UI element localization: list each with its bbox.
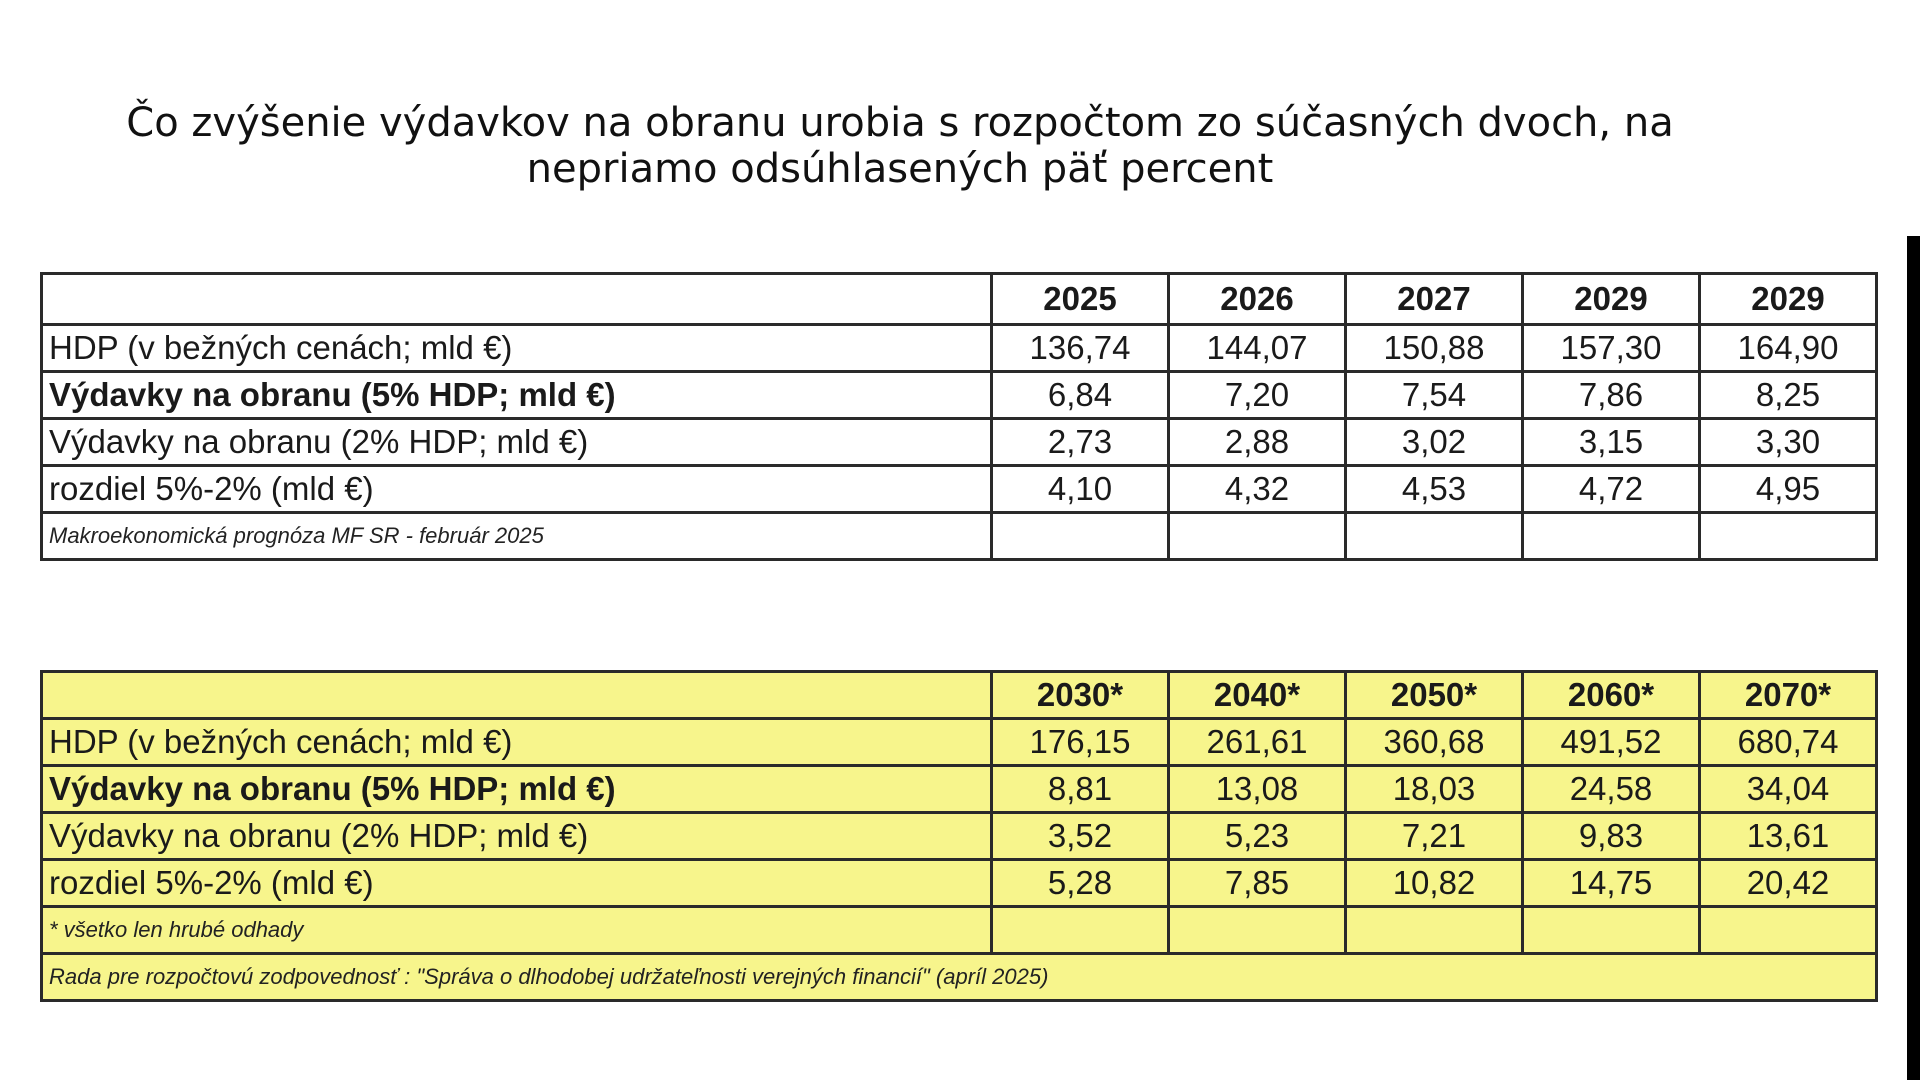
value-cell: 7,21: [1346, 813, 1523, 860]
value-cell: 7,20: [1169, 372, 1346, 419]
empty-cell: [992, 513, 1169, 560]
value-cell: 3,30: [1700, 419, 1877, 466]
value-cell: 150,88: [1346, 325, 1523, 372]
table-header-row: [42, 672, 1877, 719]
value-cell: 3,52: [992, 813, 1169, 860]
value-cell: 7,86: [1523, 372, 1700, 419]
value-cell: 164,90: [1700, 325, 1877, 372]
row-label: HDP (v bežných cenách; mld €): [42, 719, 992, 766]
value-cell: 34,04: [1700, 766, 1877, 813]
year-header: 2026: [1169, 274, 1346, 325]
page-title-line-2: nepriamo odsúhlasených päť percent: [526, 146, 1274, 192]
value-cell: 136,74: [992, 325, 1169, 372]
value-cell: 4,32: [1169, 466, 1346, 513]
row-label: Výdavky na obranu (2% HDP; mld €): [42, 419, 992, 466]
page-title: [0, 100, 1800, 192]
value-cell: 4,10: [992, 466, 1169, 513]
value-cell: 14,75: [1523, 860, 1700, 907]
value-cell: 4,72: [1523, 466, 1700, 513]
table-row-estimate-note: [42, 907, 1877, 954]
year-header: 2027: [1346, 274, 1523, 325]
source-note: Rada pre rozpočtovú zodpovednosť : "Správa o dlhodobej udržateľnosti verejných financií" (apríl 2025): [42, 954, 1877, 1001]
value-cell: 5,28: [992, 860, 1169, 907]
value-cell: 18,03: [1346, 766, 1523, 813]
value-cell: 20,42: [1700, 860, 1877, 907]
table-row-source: [42, 513, 1877, 560]
value-cell: 9,83: [1523, 813, 1700, 860]
row-label: Výdavky na obranu (5% HDP; mld €): [42, 766, 992, 813]
year-header: 2070*: [1700, 672, 1877, 719]
year-header: 2029: [1523, 274, 1700, 325]
value-cell: 680,74: [1700, 719, 1877, 766]
projection-table-2030-2070: [40, 670, 1878, 1002]
table-row-defense-2pct: [42, 419, 1877, 466]
estimate-note: * všetko len hrubé odhady: [42, 907, 992, 954]
row-label: rozdiel 5%-2% (mld €): [42, 860, 992, 907]
value-cell: 3,15: [1523, 419, 1700, 466]
value-cell: 4,53: [1346, 466, 1523, 513]
page-title-line-1: Čo zvýšenie výdavkov na obranu urobia s rozpočtom zo súčasných dvoch, na: [126, 100, 1674, 146]
value-cell: 8,81: [992, 766, 1169, 813]
value-cell: 7,54: [1346, 372, 1523, 419]
value-cell: 13,61: [1700, 813, 1877, 860]
value-cell: 360,68: [1346, 719, 1523, 766]
row-label: HDP (v bežných cenách; mld €): [42, 325, 992, 372]
table-row-difference: [42, 466, 1877, 513]
table-row-defense-2pct: [42, 813, 1877, 860]
header-empty-cell: [42, 274, 992, 325]
year-header: 2060*: [1523, 672, 1700, 719]
header-empty-cell: [42, 672, 992, 719]
year-header: 2030*: [992, 672, 1169, 719]
value-cell: 261,61: [1169, 719, 1346, 766]
year-header: 2040*: [1169, 672, 1346, 719]
empty-cell: [1169, 907, 1346, 954]
value-cell: 157,30: [1523, 325, 1700, 372]
table-row-gdp: [42, 719, 1877, 766]
right-edge-bar: [1907, 236, 1920, 1080]
value-cell: 144,07: [1169, 325, 1346, 372]
table-row-source: [42, 954, 1877, 1001]
empty-cell: [1523, 513, 1700, 560]
value-cell: 10,82: [1346, 860, 1523, 907]
empty-cell: [1700, 907, 1877, 954]
row-label: rozdiel 5%-2% (mld €): [42, 466, 992, 513]
source-note: Makroekonomická prognóza MF SR - február 2025: [42, 513, 992, 560]
table-row-gdp: [42, 325, 1877, 372]
empty-cell: [1346, 907, 1523, 954]
year-header: 2050*: [1346, 672, 1523, 719]
row-label: Výdavky na obranu (5% HDP; mld €): [42, 372, 992, 419]
year-header: 2025: [992, 274, 1169, 325]
value-cell: 2,73: [992, 419, 1169, 466]
empty-cell: [992, 907, 1169, 954]
value-cell: 24,58: [1523, 766, 1700, 813]
year-header: 2029: [1700, 274, 1877, 325]
row-label: Výdavky na obranu (2% HDP; mld €): [42, 813, 992, 860]
table-row-defense-5pct: [42, 372, 1877, 419]
value-cell: 5,23: [1169, 813, 1346, 860]
empty-cell: [1346, 513, 1523, 560]
value-cell: 491,52: [1523, 719, 1700, 766]
value-cell: 13,08: [1169, 766, 1346, 813]
value-cell: 8,25: [1700, 372, 1877, 419]
value-cell: 6,84: [992, 372, 1169, 419]
table-row-difference: [42, 860, 1877, 907]
table-row-defense-5pct: [42, 766, 1877, 813]
forecast-table-2025-2029: [40, 272, 1878, 561]
value-cell: 176,15: [992, 719, 1169, 766]
value-cell: 4,95: [1700, 466, 1877, 513]
value-cell: 2,88: [1169, 419, 1346, 466]
value-cell: 7,85: [1169, 860, 1346, 907]
empty-cell: [1169, 513, 1346, 560]
table-header-row: [42, 274, 1877, 325]
empty-cell: [1523, 907, 1700, 954]
empty-cell: [1700, 513, 1877, 560]
value-cell: 3,02: [1346, 419, 1523, 466]
